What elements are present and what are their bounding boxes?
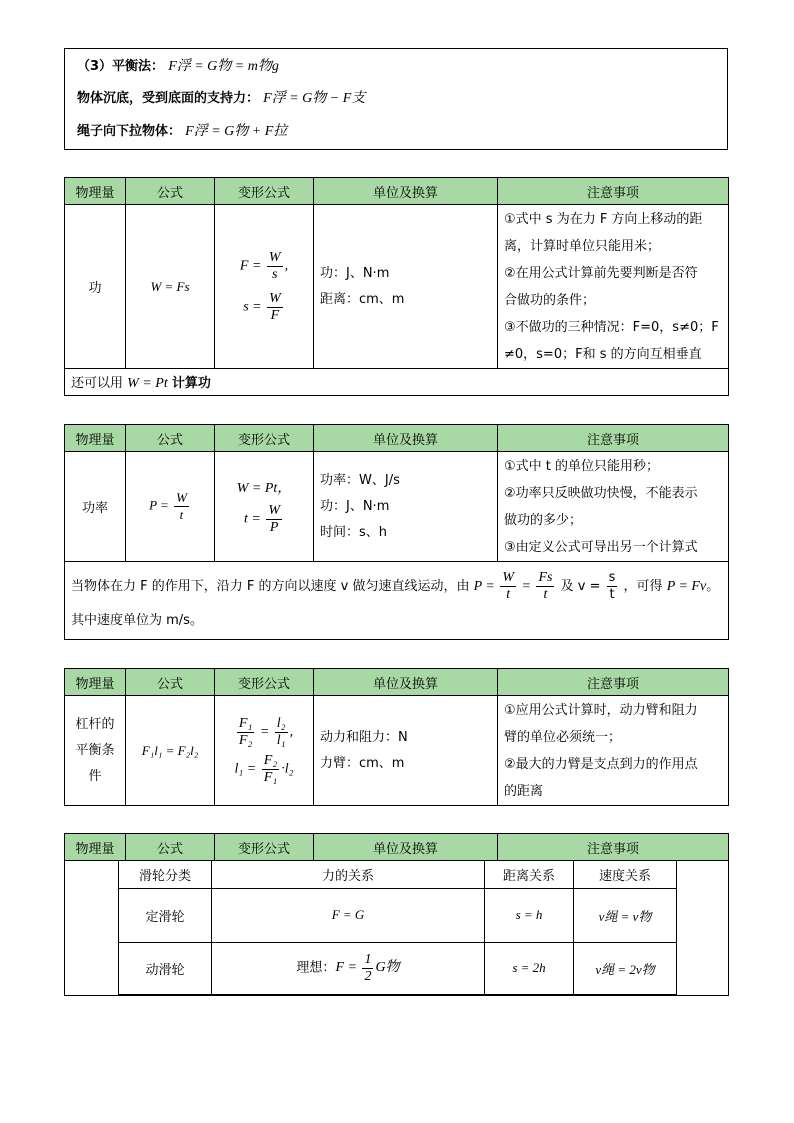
derived-cell bbox=[215, 205, 314, 369]
pulley-col-type: 滑轮分类 bbox=[119, 861, 212, 888]
work-table bbox=[64, 177, 729, 396]
footer-formula: W = Pt bbox=[127, 376, 168, 391]
quantity-cell: 功 bbox=[65, 205, 126, 369]
pulley-force: F = G bbox=[212, 888, 485, 942]
pulley-header-row bbox=[119, 861, 677, 888]
sink-label: 物体沉底，受到底面的支持力： bbox=[77, 91, 260, 106]
pulley-type: 定滑轮 bbox=[119, 888, 212, 942]
footer-text: 当物体在力 F 的作用下，沿力 F 的方向以速度 v 做匀速直线运动，由 bbox=[71, 578, 470, 594]
footer-text: ，可得 bbox=[623, 578, 663, 594]
table-row bbox=[65, 205, 729, 369]
table-row bbox=[65, 696, 729, 806]
note-line: ①式中 s 为在力 F 方向上移动的距 bbox=[504, 211, 703, 227]
units-cell bbox=[314, 452, 498, 562]
balance-formula: F浮 = G物 = m物g bbox=[168, 59, 279, 74]
header-units: 单位及换算 bbox=[314, 834, 498, 861]
unit-line: 距离：cm、m bbox=[320, 291, 405, 307]
pulley-table bbox=[64, 833, 729, 996]
sink-formula: F浮 = G物 − F支 bbox=[263, 91, 366, 106]
note-line: ②功率只反映做功快慢，不能表示 bbox=[504, 485, 698, 501]
footer-text: 还可以用 bbox=[71, 376, 124, 391]
rope-line bbox=[77, 120, 287, 140]
rope-formula: F浮 = G物 + F拉 bbox=[185, 124, 288, 139]
header-formula: 公式 bbox=[126, 178, 215, 205]
header-formula: 公式 bbox=[126, 425, 215, 452]
formula-cell: W = Fs bbox=[126, 205, 215, 369]
header-derived: 变形公式 bbox=[215, 178, 314, 205]
pulley-distance: s = 2h bbox=[485, 942, 574, 994]
rope-label: 绳子向下拉物体： bbox=[77, 124, 182, 139]
header-quantity: 物理量 bbox=[65, 178, 126, 205]
note-line: ①式中 t 的单位只能用秒； bbox=[504, 458, 660, 474]
derived-formula-2: s = $\frac{W}{F}$ bbox=[243, 290, 281, 323]
quantity-cell: 功率 bbox=[65, 452, 126, 562]
table-header-row bbox=[65, 425, 729, 452]
power-table bbox=[64, 424, 729, 640]
work-footer bbox=[65, 369, 729, 396]
footer-text: 及 v = bbox=[560, 578, 601, 594]
power-footer: 当物体在力 F 的作用下，沿力 F 的方向以速度 v 做匀速直线运动，由 P = $\frac{W}{t}$ = $\frac{Fs}{t}$ 及 v = $\frac{s}{t}$ ，可得 P = Fv。 其中速度单位为 m/s。 bbox=[65, 562, 729, 640]
header-quantity: 物理量 bbox=[65, 669, 126, 696]
lever-table bbox=[64, 668, 729, 806]
footer-formula: P = Fv bbox=[666, 578, 707, 594]
table-row bbox=[119, 942, 677, 994]
unit-line: 动力和阻力：N bbox=[320, 729, 408, 745]
footer-text: 其中速度单位为 m/s。 bbox=[71, 612, 203, 628]
pulley-speed: v绳 = v物 bbox=[574, 888, 677, 942]
note-line: 的距离 bbox=[504, 783, 544, 799]
note-line: ②在用公式计算前先要判断是否符 bbox=[504, 265, 698, 281]
table-header-row bbox=[65, 834, 729, 861]
unit-line: 功率：W、J/s bbox=[320, 472, 400, 488]
pulley-force: 理想：F = $\frac{1}{2}$ G物 bbox=[212, 942, 485, 994]
derived-cell bbox=[215, 452, 314, 562]
note-line: ③不做功的三种情况：F=0，s≠0；F bbox=[504, 319, 719, 335]
footer-row bbox=[65, 562, 729, 640]
unit-line: 时间：s、h bbox=[320, 524, 388, 540]
pulley-cell bbox=[65, 861, 729, 996]
header-notes: 注意事项 bbox=[498, 178, 729, 205]
note-line: ②最大的力臂是支点到力的作用点 bbox=[504, 756, 698, 772]
unit-line: 功：J、N·m bbox=[320, 498, 390, 514]
units-cell bbox=[314, 205, 498, 369]
table-row bbox=[65, 452, 729, 562]
pulley-col-force: 力的关系 bbox=[212, 861, 485, 888]
table-row bbox=[65, 861, 729, 996]
pulley-inner-table bbox=[118, 861, 677, 995]
header-notes: 注意事项 bbox=[498, 425, 729, 452]
header-units: 单位及换算 bbox=[314, 178, 498, 205]
footer-row bbox=[65, 369, 729, 396]
footer-text: 计算功 bbox=[171, 376, 211, 391]
derived-formula-2: l₁ = $\frac{\text{F₂}}{\text{F₁}}$ ·l₂ bbox=[234, 752, 294, 785]
pulley-force-prefix: 理想： bbox=[296, 960, 336, 976]
note-line: ③由定义公式可导出另一个计算式 bbox=[504, 539, 698, 555]
note-line: ≠0，s=0；F和 s 的方向互相垂直 bbox=[504, 346, 702, 362]
pulley-col-speed: 速度关系 bbox=[574, 861, 677, 888]
notes-cell bbox=[498, 696, 729, 806]
derived-cell bbox=[215, 696, 314, 806]
formula-cell: P = $\frac{W}{t}$ bbox=[126, 452, 215, 562]
derived-formula-1: W = Pt， bbox=[236, 481, 292, 496]
note-line: 合做功的条件； bbox=[504, 292, 596, 308]
derived-formula-2: t = $\frac{W}{P}$ bbox=[243, 503, 280, 535]
unit-line: 功：J、N·m bbox=[320, 265, 390, 281]
note-line: 离，计算时单位只能用米； bbox=[504, 238, 661, 254]
derived-formula-1: $\frac{\text{F₁}}{\text{F₂}}$ = $\frac{\text{l₂}}{\text{l₁}}$ , bbox=[238, 715, 294, 748]
table-header-row bbox=[65, 178, 729, 205]
header-formula: 公式 bbox=[126, 834, 215, 861]
table-header-row bbox=[65, 669, 729, 696]
quantity-line: 平衡条 bbox=[75, 742, 115, 758]
header-units: 单位及换算 bbox=[314, 425, 498, 452]
balance-label: （3）平衡法： bbox=[77, 59, 165, 74]
notes-cell bbox=[498, 205, 729, 369]
units-cell bbox=[314, 696, 498, 806]
note-line: 臂的单位必须统一； bbox=[504, 729, 622, 745]
pulley-type: 动滑轮 bbox=[119, 942, 212, 994]
note-line: ①应用公式计算时，动力臂和阻力 bbox=[504, 702, 698, 718]
balance-line bbox=[77, 55, 279, 75]
formula-cell: F₁l₁ = F₂l₂ bbox=[126, 696, 215, 806]
header-derived: 变形公式 bbox=[215, 834, 314, 861]
notes-cell bbox=[498, 452, 729, 562]
quantity-line: 件 bbox=[88, 768, 102, 784]
header-derived: 变形公式 bbox=[215, 425, 314, 452]
header-quantity: 物理量 bbox=[65, 425, 126, 452]
header-derived: 变形公式 bbox=[215, 669, 314, 696]
pulley-distance: s = h bbox=[485, 888, 574, 942]
header-formula: 公式 bbox=[126, 669, 215, 696]
sink-line bbox=[77, 87, 365, 107]
header-notes: 注意事项 bbox=[498, 669, 729, 696]
quantity-cell bbox=[65, 696, 126, 806]
derived-formula-1: F = $\frac{W}{s}$ , bbox=[239, 249, 289, 282]
table-row bbox=[119, 888, 677, 942]
quantity-line: 杠杆的 bbox=[75, 716, 115, 732]
pulley-col-distance: 距离关系 bbox=[485, 861, 574, 888]
note-line: 做功的多少； bbox=[504, 512, 583, 528]
header-units: 单位及换算 bbox=[314, 669, 498, 696]
header-quantity: 物理量 bbox=[65, 834, 126, 861]
buoyancy-balance-box bbox=[64, 48, 728, 150]
pulley-speed: v绳 = 2v物 bbox=[574, 942, 677, 994]
unit-line: 力臂：cm、m bbox=[320, 755, 405, 771]
header-notes: 注意事项 bbox=[498, 834, 729, 861]
